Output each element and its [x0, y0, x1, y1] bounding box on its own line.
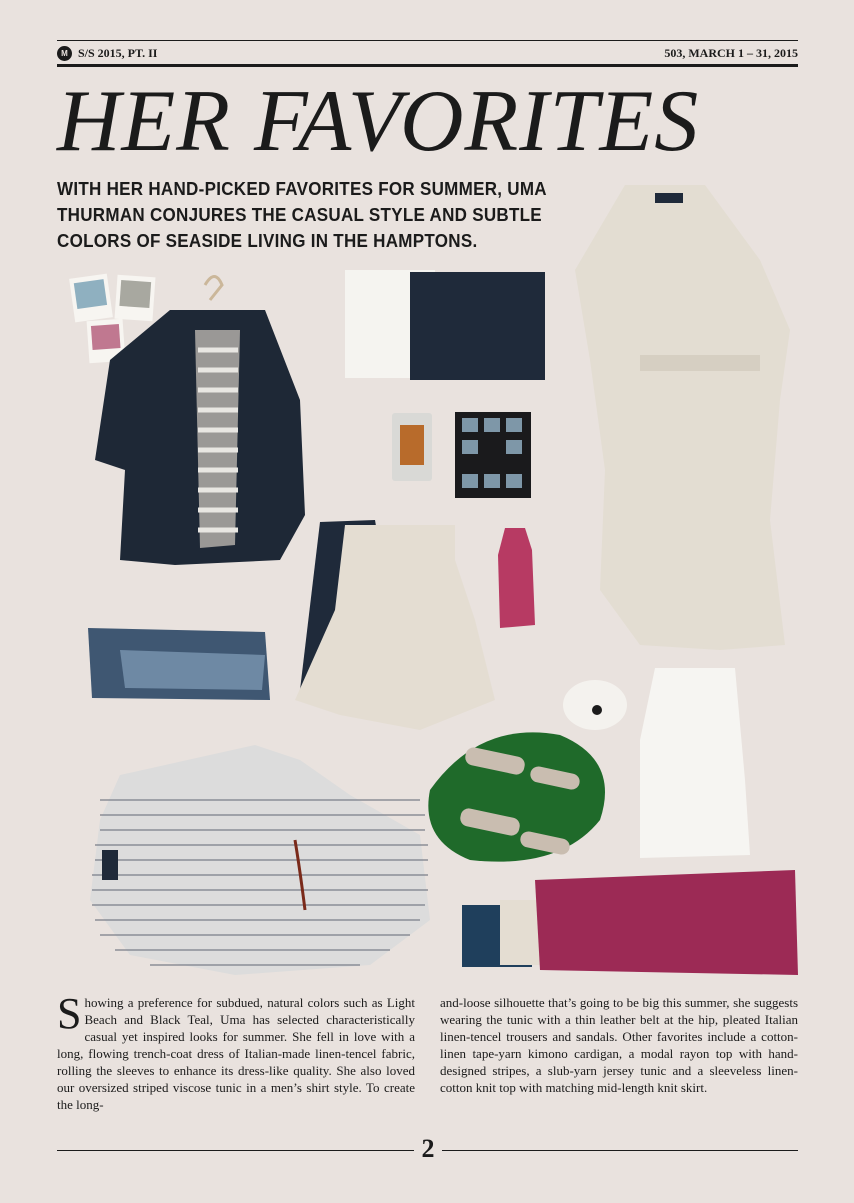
knit-skirt	[295, 520, 495, 730]
striped-tunic	[90, 745, 430, 975]
body-column-left	[57, 989, 415, 1113]
folded-tops	[345, 270, 545, 380]
drop-cap: S	[57, 989, 82, 1038]
body-text-col1: howing a preference for subdued, natural colors such as Light Beach and Black Teal, Uma has selected characteristically casual yet inspired looks for summer. She fell in love with a long, flowing trench-coat dress of Italian-made linen-tencel fabric, rolling the sleeves to enhance its dress-like quality. She also loved our oversized striped viscose tunic in a men’s shirt style. To create the long-	[57, 995, 415, 1112]
issue-label: S/S 2015, PT. II	[78, 46, 158, 60]
body-text-col2: and-loose silhouette that’s going to be big this summer, she suggests wearing the tunic with a thin leather belt at the hip, pleated Italian linen-tencel trousers and sandals. Other favorites include a cotton-linen tape-yarn kimono cardigan, a modal rayon top with hand-designed stripes, a slub-yarn jersey tunic and a sleeveless linen-cotton knit top with matching mid-length knit skirt.	[440, 995, 798, 1095]
folded-tunics	[462, 870, 798, 975]
brand-logo-icon: M	[57, 46, 72, 61]
page-subtitle: WITH HER HAND-PICKED FAVORITES FOR SUMMER, UMA THURMAN CONJURES THE CASUAL STYLE AND SUBTLE COLORS OF SEASIDE LIVING IN THE HAMPTONS.	[57, 178, 547, 251]
denim-jeans	[88, 628, 270, 700]
linen-trousers	[640, 668, 750, 858]
pink-vase	[498, 528, 535, 628]
kimono-cardigan	[95, 277, 305, 566]
trench-coat-dress	[575, 185, 790, 650]
page-title: HER FAVORITES	[57, 73, 700, 170]
camera-and-book	[392, 412, 531, 498]
page-number: 2	[414, 1134, 442, 1164]
issue-date: 503, MARCH 1 – 31, 2015	[664, 46, 798, 60]
body-column-right	[440, 994, 798, 1096]
palm-leaf-and-sandals	[428, 732, 605, 861]
ceramic-ornament	[563, 680, 627, 730]
